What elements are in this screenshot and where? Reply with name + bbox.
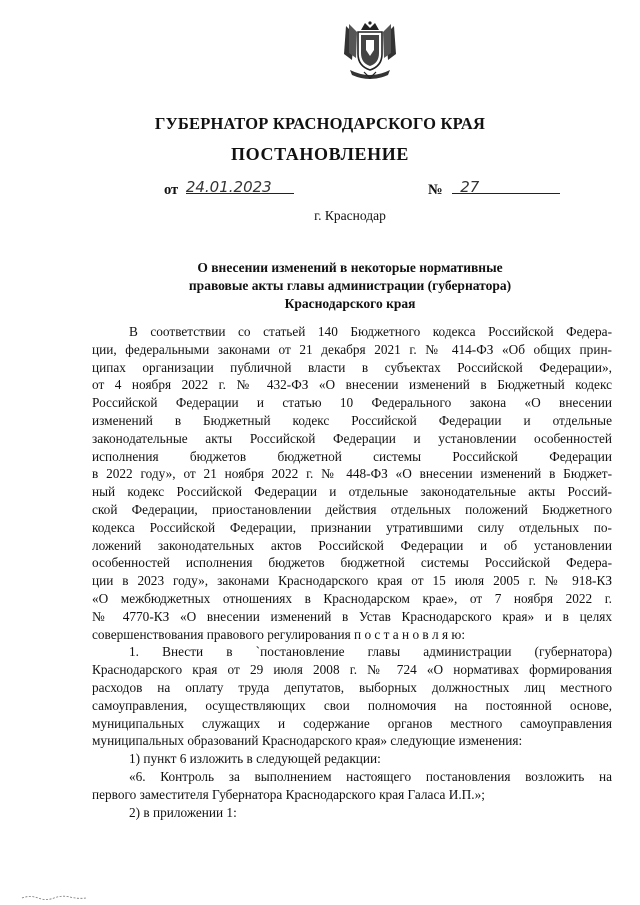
body-line: ции, федеральными законами от 21 декабря 2021 г. № 414-ФЗ «Об общих прин- (92, 341, 612, 357)
body-line: кодекса Российской Федерации, признании утратившими силу отдельных по- (92, 519, 612, 535)
scan-artifact-mark (20, 893, 90, 901)
title-line: Краснодарского края (284, 296, 416, 311)
body-line: ции в 2023 году», законами Краснодарского края от 15 июля 2005 г. № 918-КЗ (92, 573, 612, 589)
number-handwritten: 27 (460, 178, 480, 196)
title-line: О внесении изменений в некоторые нормативные (197, 260, 503, 275)
body-line: первого заместителя Губернатора Краснодарского края Галаса И.П.»; (92, 786, 485, 802)
date-underline (186, 178, 294, 194)
body-line: муниципальных служащих и содержание органов местного самоуправления (92, 715, 612, 731)
krasnodar-coat-of-arms-icon (342, 20, 398, 82)
body-line: 1) пункт 6 изложить в следующей редакции: (129, 751, 381, 767)
authority-heading: ГУБЕРНАТОР КРАСНОДАРСКОГО КРАЯ (154, 114, 486, 133)
body-line: 1. Внести в `постановление главы администрации (губернатора) (129, 644, 612, 660)
body-line: ный кодекс Российской Федерации и отдельные законодательные акты Россий- (92, 484, 612, 500)
city-line: г. Краснодар (314, 208, 386, 223)
date-prefix: от (164, 182, 179, 198)
body-line: самоуправления, осуществляющих свои полномочия на постоянной основе, (92, 697, 612, 713)
body-line: в 2022 году», от 21 ноября 2022 г. № 448-ФЗ «О внесении изменений в Бюджет- (92, 466, 612, 482)
document-body (92, 323, 612, 821)
body-line: совершенствования правового регулирования п о с т а н о в л я ю: (92, 626, 466, 642)
body-line: законодательные акты Российской Федерации и установлении особенностей (92, 430, 612, 446)
body-line: изменений в Бюджетный кодекс Российской Федерации и отдельные (92, 412, 612, 428)
body-line: расходов на оплату труда депутатов, выборных должностных лиц местного (92, 679, 612, 695)
title-line: правовые акты главы администрации (губернатора) (188, 278, 512, 293)
body-line: «О межбюджетных отношениях в Краснодарском крае», от 7 ноября 2022 г. (92, 590, 612, 606)
body-line: В соответствии со статьей 140 Бюджетного кодекса Российской Федера- (129, 324, 612, 339)
body-line: № 4770-КЗ «О внесении изменений в Устав Краснодарского края» и в целях (92, 608, 612, 624)
body-line: от 4 ноября 2022 г. № 432-ФЗ «О внесении изменений в Бюджетный кодекс (92, 377, 612, 393)
document-type-heading: ПОСТАНОВЛЕНИЕ (231, 144, 409, 164)
date-handwritten: 24.01.2023 (185, 178, 272, 196)
body-line: особенностей исполнения бюджетов бюджетной системы Российской Федера- (92, 555, 612, 571)
body-line: ложений законодательных актов Российской Федерации и об установлении (92, 537, 612, 553)
body-line: ской Федерации, приостановлении действия отдельных положений Бюджетного (92, 501, 612, 517)
number-underline (452, 178, 560, 194)
body-line: ципах организации публичной власти в субъектах Российской Федерации», (92, 359, 612, 375)
body-line: исполнения бюджетов бюджетной системы Российской Федерации (92, 448, 612, 464)
date-field (164, 178, 294, 199)
number-field (428, 178, 560, 199)
number-prefix: № (428, 182, 443, 198)
body-line: муниципальных образований Краснодарского края» следующие изменения: (92, 733, 523, 749)
body-line: Российской Федерации и статью 10 Федерального закона «О внесении (92, 395, 612, 411)
document-title (150, 259, 550, 313)
body-line: 2) в приложении 1: (129, 804, 237, 820)
body-line: Краснодарского края от 29 июля 2008 г. № 724 «О нормативах формирования (92, 662, 612, 678)
body-line: «6. Контроль за выполнением настоящего постановления возложить на (129, 768, 612, 784)
